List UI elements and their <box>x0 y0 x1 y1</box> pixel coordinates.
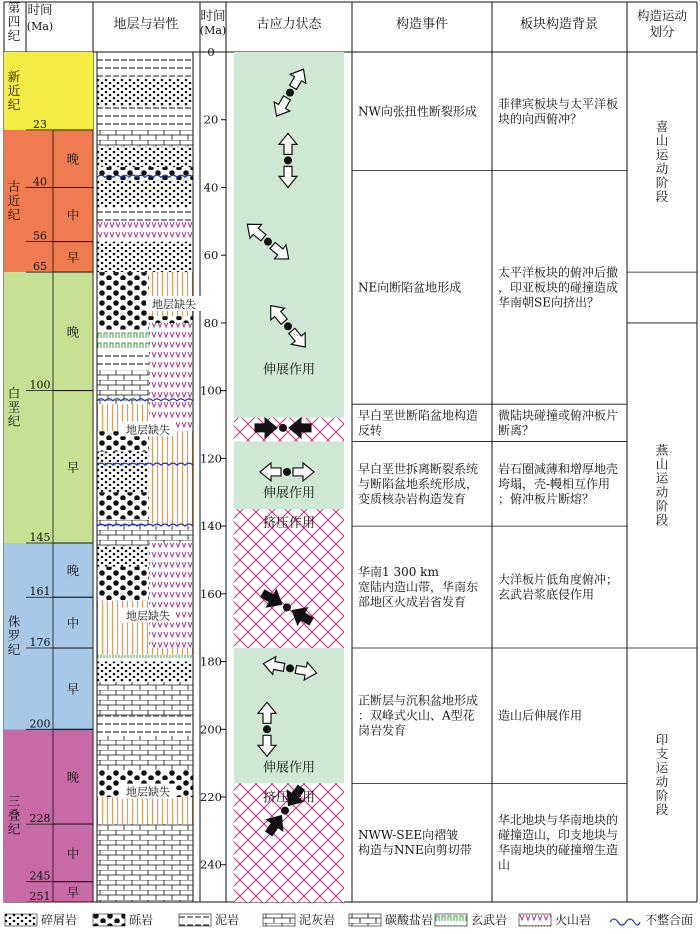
epoch-name: 早 <box>66 459 80 475</box>
epoch-name: 中 <box>66 615 80 631</box>
stage-name-char: 运 <box>655 147 669 163</box>
event-text: NW向张扭性断裂形成 <box>358 104 477 119</box>
stage-name-char: 动 <box>655 774 669 790</box>
strata-layer <box>97 106 193 130</box>
legend-item <box>348 905 433 934</box>
legend-swatch <box>348 913 382 927</box>
time-tick-label: 240 <box>200 857 222 872</box>
time-tick-label: 20 <box>203 112 219 127</box>
period-name-char: 三 <box>7 793 21 809</box>
stage-name-char: 印 <box>655 732 669 748</box>
time-tick-label: 40 <box>203 180 219 195</box>
time-tick-label: 60 <box>203 248 219 263</box>
epoch-name: 晚 <box>66 563 80 579</box>
stress-label: 伸展作用 <box>262 362 316 378</box>
period-name-char: 纪 <box>7 821 21 837</box>
boundary-age: 56 <box>33 229 47 243</box>
legend-swatch <box>262 913 296 927</box>
time-tick-label: 160 <box>200 586 222 601</box>
legend-swatch <box>434 913 468 927</box>
stress-label: 挤压作用 <box>262 790 316 806</box>
period-name-char: 纪 <box>7 207 21 223</box>
event-text: 早白垩世断陷盆地构造 <box>358 408 479 423</box>
epoch-name: 晚 <box>66 151 80 167</box>
boundary-age: 161 <box>29 585 51 599</box>
event-text: 反转 <box>358 423 383 438</box>
boundary-age: 245 <box>29 869 51 883</box>
plate-text: ，印亚板块的碰撞造成 <box>498 280 619 295</box>
strata-layer <box>97 181 193 208</box>
epoch-name: 早 <box>66 681 80 697</box>
strata-right-zone <box>149 543 193 648</box>
stage-name-char: 燕 <box>655 442 669 458</box>
plate-text: 山 <box>498 858 511 873</box>
epoch-name: 晚 <box>66 324 80 340</box>
legend-label: 碎屑岩 <box>41 913 78 927</box>
plate-text: 岩石圈减薄和增厚地壳 <box>498 461 619 476</box>
period-name-char: 纪 <box>7 96 21 112</box>
period-name-char: 罗 <box>7 628 21 644</box>
header-time-axis-unit: (Ma) <box>199 24 227 37</box>
legend-label: 砾岩 <box>129 913 154 927</box>
boundary-age: 23 <box>33 117 47 131</box>
strata-layer <box>97 797 193 824</box>
legend-swatch <box>92 913 126 927</box>
boundary-age: 65 <box>33 260 47 274</box>
stress-ext-2-center <box>284 156 292 164</box>
plate-text: 块的向西俯冲？ <box>498 111 583 126</box>
plate-text: 碰撞造山，印支地块与 <box>498 828 619 843</box>
header-quaternary-char: 四 <box>7 14 21 29</box>
stage-name-char: 运 <box>655 470 669 486</box>
epoch-name: 早 <box>66 249 80 265</box>
stress-compression <box>234 418 344 442</box>
period-name-char: 叠 <box>7 807 21 823</box>
event-text: NWW-SEE向褶皱 <box>358 828 459 843</box>
boundary-age: 176 <box>29 636 51 650</box>
time-tick-label: 200 <box>200 722 222 737</box>
epoch-name: 中 <box>66 845 80 861</box>
legend-item <box>4 905 77 934</box>
period-name-char: 纪 <box>7 642 21 658</box>
stress-comp-2-center <box>283 603 291 611</box>
legend-item <box>608 905 693 934</box>
period-name-char: 新 <box>7 68 21 84</box>
stage-name-char: 动 <box>655 484 669 500</box>
stress-ext-3-center <box>264 238 272 246</box>
stress-ext-1-center <box>286 89 294 97</box>
plate-text: ；俯冲板片断熔？ <box>498 491 595 506</box>
stress-label: 挤压作用 <box>262 516 316 532</box>
strata-layer <box>97 736 193 770</box>
strata-layer <box>97 167 193 181</box>
stress-ext-7-center <box>263 725 271 733</box>
strata-layer <box>97 662 193 682</box>
header-time-axis: 时间 <box>200 8 226 23</box>
header-events: 构造事件 <box>395 17 449 32</box>
time-tick-label: 0 <box>207 45 215 59</box>
strata-layer <box>97 716 193 736</box>
legend-item <box>434 905 507 934</box>
event-text: 变质核杂岩构造发育 <box>358 491 467 506</box>
header-time: 时间 <box>27 2 53 17</box>
period-name-char: 古 <box>7 179 21 195</box>
strata-column <box>97 52 193 902</box>
plate-text: 华北地块与华南地块的 <box>498 813 619 828</box>
epoch-name: 早 <box>66 884 80 900</box>
plate-text: 微陆块碰撞或俯冲板片 <box>498 408 619 423</box>
legend-item <box>178 905 239 934</box>
stress-ext-6-center <box>286 664 294 672</box>
plate-text: 造山后伸展作用 <box>498 708 583 723</box>
legend-label: 泥岩 <box>215 913 240 927</box>
strata-gap-label: 地层缺失 <box>126 423 170 437</box>
period-name-char: 白 <box>7 385 21 401</box>
strata-layer <box>97 208 193 222</box>
event-text: 构造与NNE向剪切带 <box>358 843 472 858</box>
strata-layer <box>97 824 193 902</box>
boundary-age: 145 <box>29 531 51 545</box>
legend-swatch <box>608 913 642 927</box>
boundary-age: 100 <box>29 378 51 392</box>
time-tick-label: 140 <box>200 519 222 534</box>
time-tick-label: 180 <box>200 654 222 669</box>
boundary-age: 228 <box>29 812 51 826</box>
legend-label: 不整合面 <box>645 913 694 927</box>
stage-name-char: 段 <box>655 189 669 205</box>
stage-name-char: 阶 <box>655 788 669 804</box>
stage-name-char: 段 <box>655 512 669 528</box>
period-name-char: 纪 <box>7 413 21 429</box>
legend-label: 火山岩 <box>555 913 592 927</box>
strata-gap-label: 地层缺失 <box>126 609 170 623</box>
event-text: 与断陷盆地系统形成， <box>358 476 479 491</box>
epoch-name: 中 <box>66 207 80 223</box>
strata-layer <box>97 655 193 662</box>
legend-swatch <box>4 913 38 927</box>
event-text: 岗岩发育 <box>358 723 407 738</box>
time-tick-label: 100 <box>200 383 222 398</box>
time-tick-label: 120 <box>200 451 222 466</box>
stress-label: 伸展作用 <box>262 760 316 776</box>
header-quaternary-char: 第 <box>7 0 21 15</box>
strata-gap-label: 地层缺失 <box>126 785 170 799</box>
period-name-char: 近 <box>7 193 21 209</box>
header-plate: 板块构造背景 <box>519 17 599 32</box>
stress-ext-4-center <box>284 322 292 330</box>
period-name-char: 垩 <box>7 399 21 415</box>
stage-name-char: 动 <box>655 161 669 177</box>
plate-text: 菲律宾板块与太平洋板 <box>498 96 619 111</box>
strata-layer <box>97 242 193 272</box>
stress-label: 伸展作用 <box>262 486 316 502</box>
stage-name-char: 运 <box>655 760 669 776</box>
period-name-char: 侏 <box>7 614 21 630</box>
legend <box>0 905 700 934</box>
stress-comp-3-center <box>281 807 289 815</box>
plate-text: 垮塌，壳-幔相互作用 <box>498 476 611 491</box>
strata-layer <box>97 130 193 147</box>
legend-item <box>518 905 591 934</box>
plate-text: 华南朝SE向挤出？ <box>498 295 599 310</box>
stage-name-char: 阶 <box>655 498 669 514</box>
period-name-char: 近 <box>7 82 21 98</box>
strata-layer <box>97 221 193 241</box>
stage-name-char: 支 <box>655 746 669 762</box>
stage-name-char: 山 <box>655 133 669 149</box>
legend-item <box>262 905 335 934</box>
header-paleostress: 古应力状态 <box>256 17 322 32</box>
event-text: NE向断陷盆地形成 <box>358 280 462 295</box>
strata-right-zone <box>149 431 193 526</box>
header-quaternary-char: 纪 <box>7 28 21 43</box>
stress-comp-1-center <box>279 424 287 432</box>
strata-gap-label: 地层缺失 <box>152 297 196 311</box>
plate-text: 太平洋板块的俯冲后撤 <box>498 265 619 280</box>
event-text: 宽陆内造山带，华南东 <box>358 580 479 595</box>
header-stage-2: 划分 <box>649 24 675 39</box>
plate-text: 玄武岩浆底侵作用 <box>498 587 595 602</box>
stage-name-char: 阶 <box>655 175 669 191</box>
event-text: 正断层与沉积盆地形成 <box>358 693 479 708</box>
strata-layer <box>97 147 193 167</box>
boundary-age: 251 <box>29 890 51 903</box>
legend-swatch <box>178 913 212 927</box>
plate-text: 大洋板片低角度俯冲； <box>498 572 619 587</box>
time-tick-label: 80 <box>203 315 219 330</box>
event-text: 部地区火成岩省发育 <box>358 595 467 610</box>
epoch-name: 晚 <box>66 769 80 785</box>
boundary-age: 200 <box>29 717 51 731</box>
strata-right-zone <box>149 323 193 431</box>
stage-name-char: 山 <box>655 456 669 472</box>
event-text: 华南1 300 km <box>358 565 439 580</box>
plate-text: 断离？ <box>498 423 535 438</box>
event-text: 早白垩世拆离断裂系统 <box>358 461 479 476</box>
legend-item <box>92 905 153 934</box>
strata-layer <box>97 79 193 106</box>
stage-name-char: 段 <box>655 802 669 818</box>
plate-text: 华南地块的碰撞增生造 <box>498 843 619 858</box>
stage-name-char: 喜 <box>655 119 669 135</box>
header-strata: 地层与岩性 <box>113 17 179 32</box>
boundary-age: 40 <box>33 175 47 189</box>
strata-layer <box>97 682 193 716</box>
legend-label: 玄武岩 <box>471 913 508 927</box>
stress-ext-5-center <box>283 468 291 476</box>
strata-layer <box>97 52 193 79</box>
header-stage: 构造运动 <box>636 8 688 23</box>
header-time-unit: (Ma) <box>26 20 54 33</box>
event-text: ：双峰式火山、A型花 <box>358 708 475 723</box>
legend-label: 泥灰岩 <box>299 913 336 927</box>
legend-swatch <box>518 913 552 927</box>
legend-label: 碳酸盐岩 <box>385 913 434 927</box>
time-tick-label: 220 <box>200 790 222 805</box>
